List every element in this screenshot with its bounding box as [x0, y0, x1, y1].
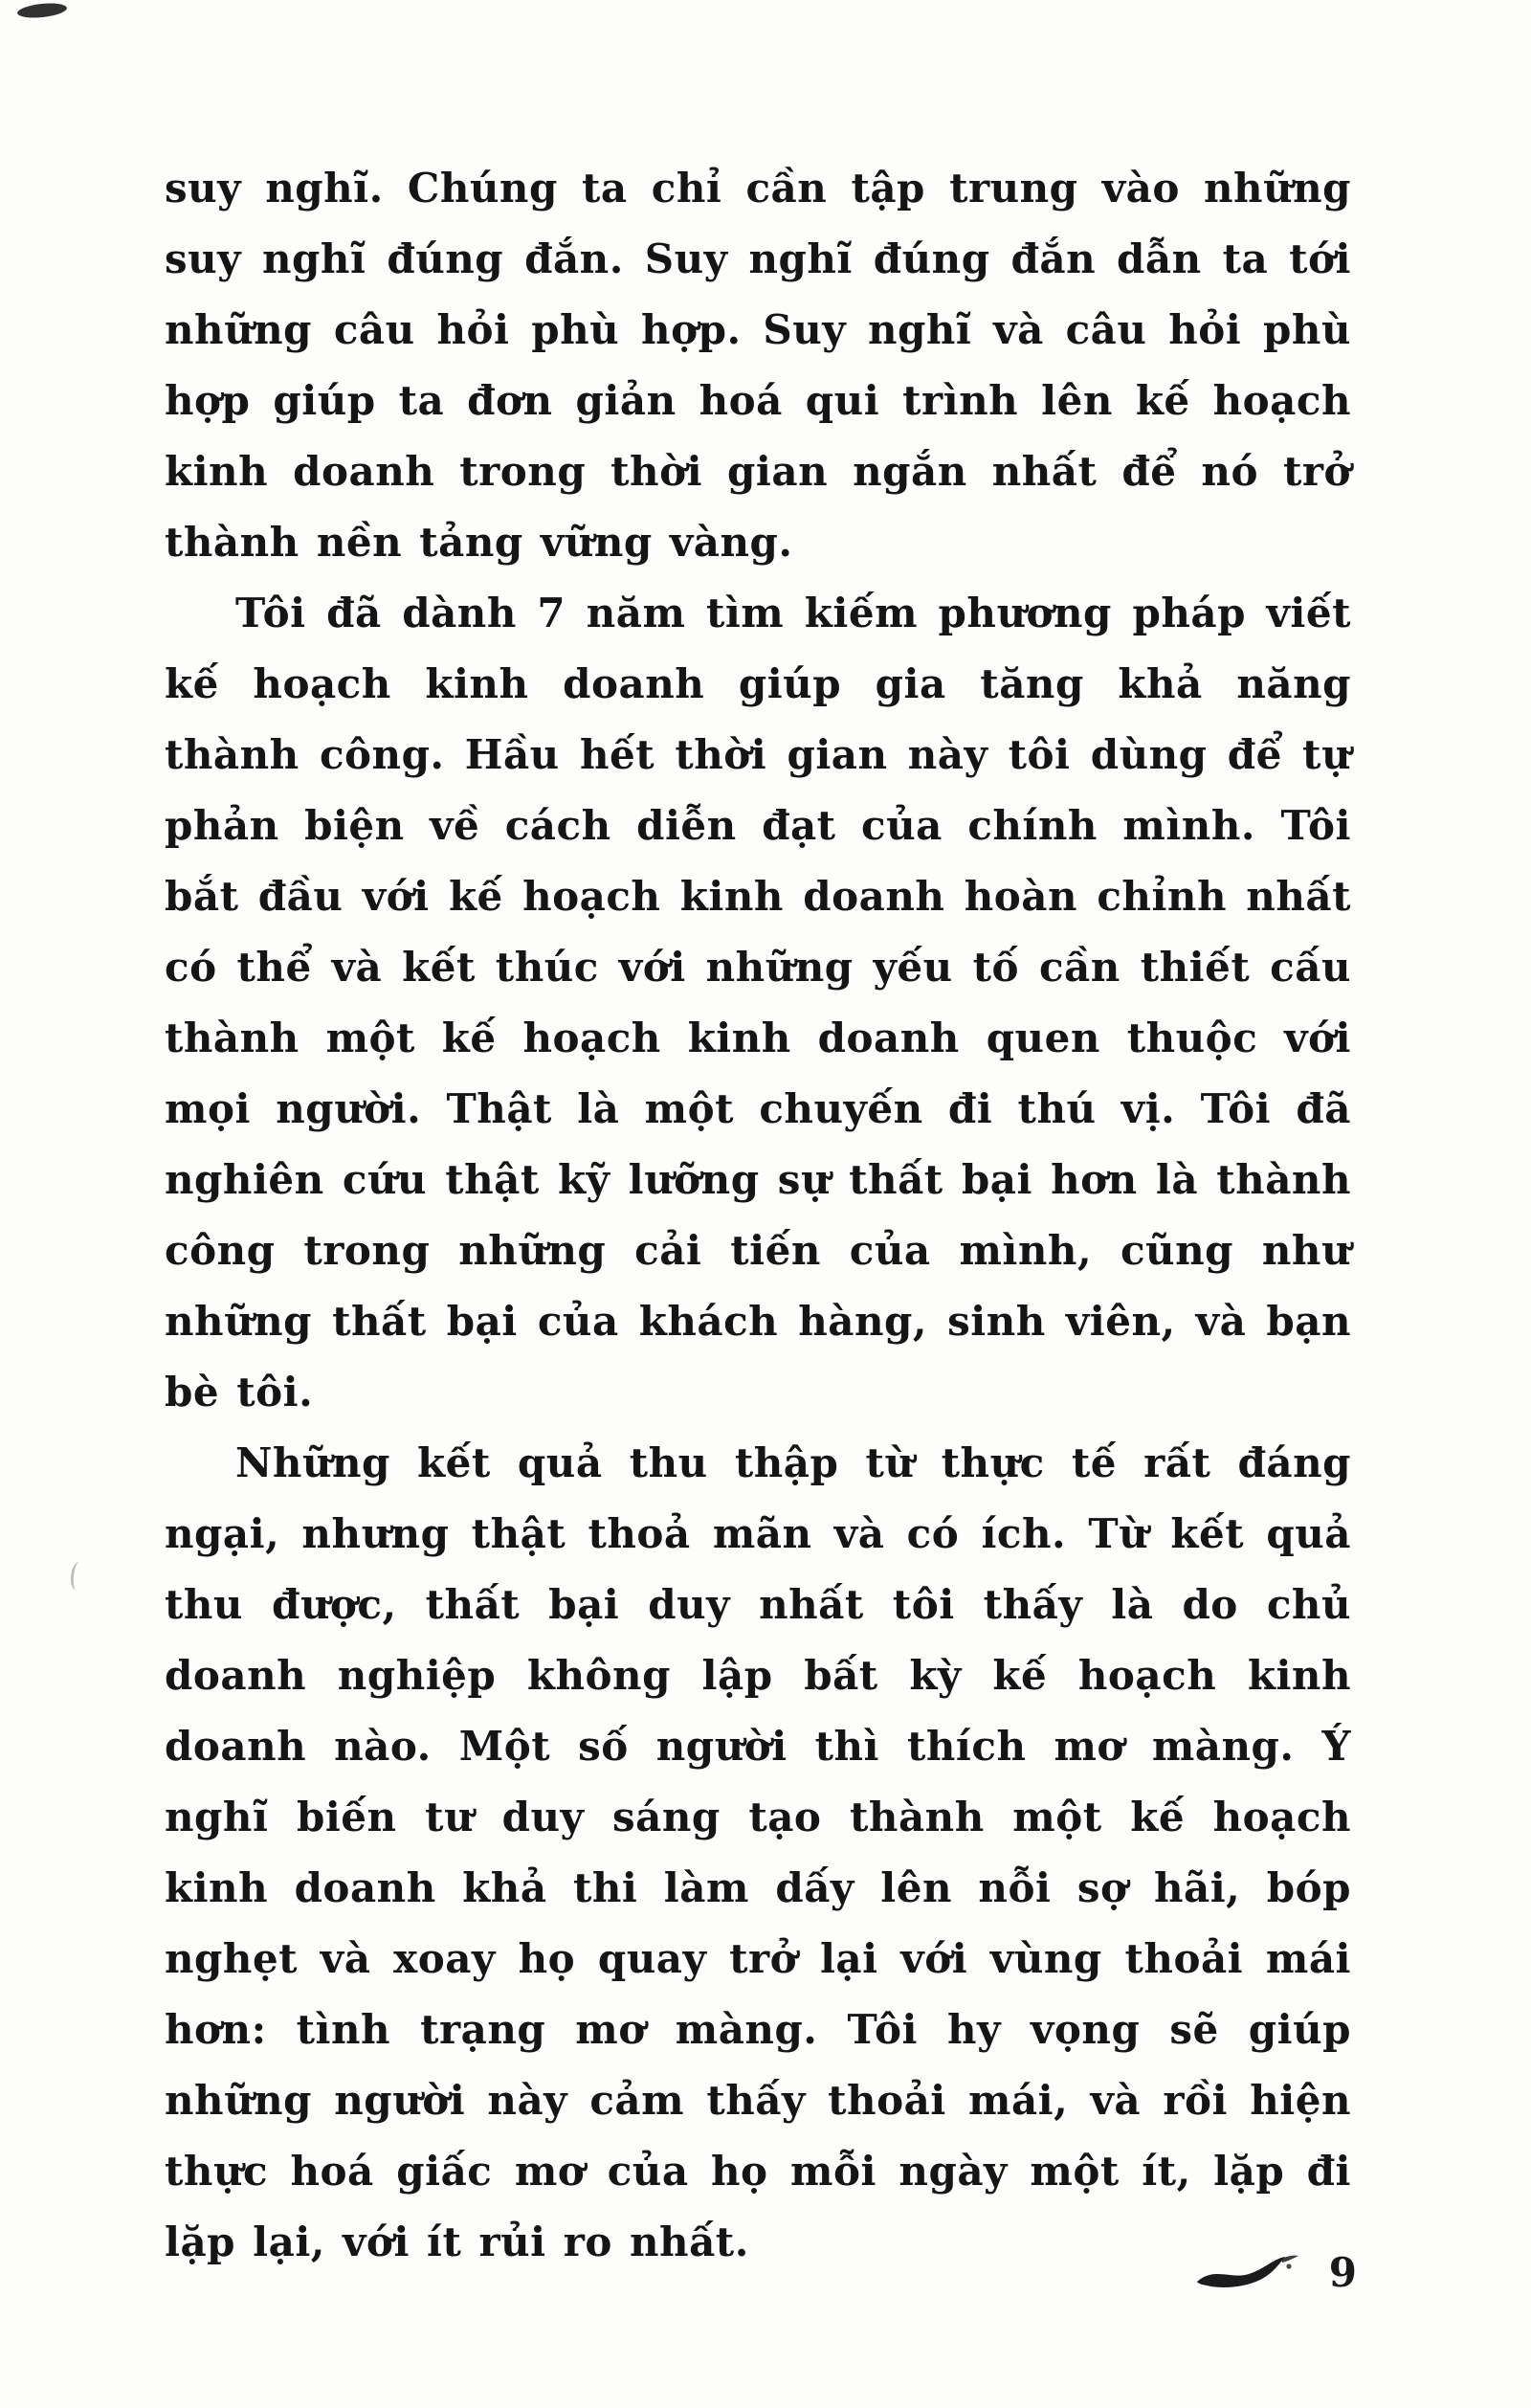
scan-artifact-left-margin — [69, 1561, 86, 1591]
paragraph: Những kết quả thu thập từ thực tế rất đáng ngại, nhưng thật thoả mãn và có ích. Từ kết quả thu được, thất bại duy nhất tôi thấy là do chủ doanh nghiệp không lập bất kỳ kế hoạch kinh doanh nào. Một số người thì thích mơ màng. Ý nghĩ biến tư duy sáng tạo thành một kế hoạch kinh doanh khả thi làm dấy lên nỗi sợ hãi, bóp nghẹt và xoay họ quay trở lại với vùng thoải mái hơn: tình trạng mơ màng. Tôi hy vọng sẽ giúp những người này cảm thấy thoải mái, và rồi hiện thực hoá giấc mơ của họ mỗi ngày một ít, lặp đi lặp lại, với ít rủi ro nhất. — [165, 1439, 1351, 2265]
scan-artifact-top — [16, 1, 67, 19]
page-number: 9 — [1328, 2248, 1357, 2296]
paragraph: Tôi đã dành 7 năm tìm kiếm phương pháp viết kế hoạch kinh doanh giúp gia tăng khả năng thành công. Hầu hết thời gian này tôi dùng để tự phản biện về cách diễn đạt của chính mình. Tôi bắt đầu với kế hoạch kinh doanh hoàn chỉnh nhất có thể và kết thúc với những yếu tố cần thiết cấu thành một kế hoạch kinh doanh quen thuộc với mọi người. Thật là một chuyến đi thú vị. Tôi đã nghiên cứu thật kỹ lưỡng sự thất bại hơn là thành công trong những cải tiến của mình, cũng như những thất bại của khách hàng, sinh viên, và bạn bè tôi. — [165, 590, 1351, 1416]
paragraph: suy nghĩ. Chúng ta chỉ cần tập trung vào những suy nghĩ đúng đắn. Suy nghĩ đúng đắn dẫn ta tới những câu hỏi phù hợp. Suy nghĩ và câu hỏi phù hợp giúp ta đơn giản hoá qui trình lên kế hoạch kinh doanh trong thời gian ngắn nhất để nó trở thành nền tảng vững vàng. — [165, 165, 1351, 566]
page-text-block — [165, 153, 1351, 2278]
page-footer — [1193, 2247, 1357, 2297]
ink-flourish-icon — [1193, 2247, 1300, 2297]
